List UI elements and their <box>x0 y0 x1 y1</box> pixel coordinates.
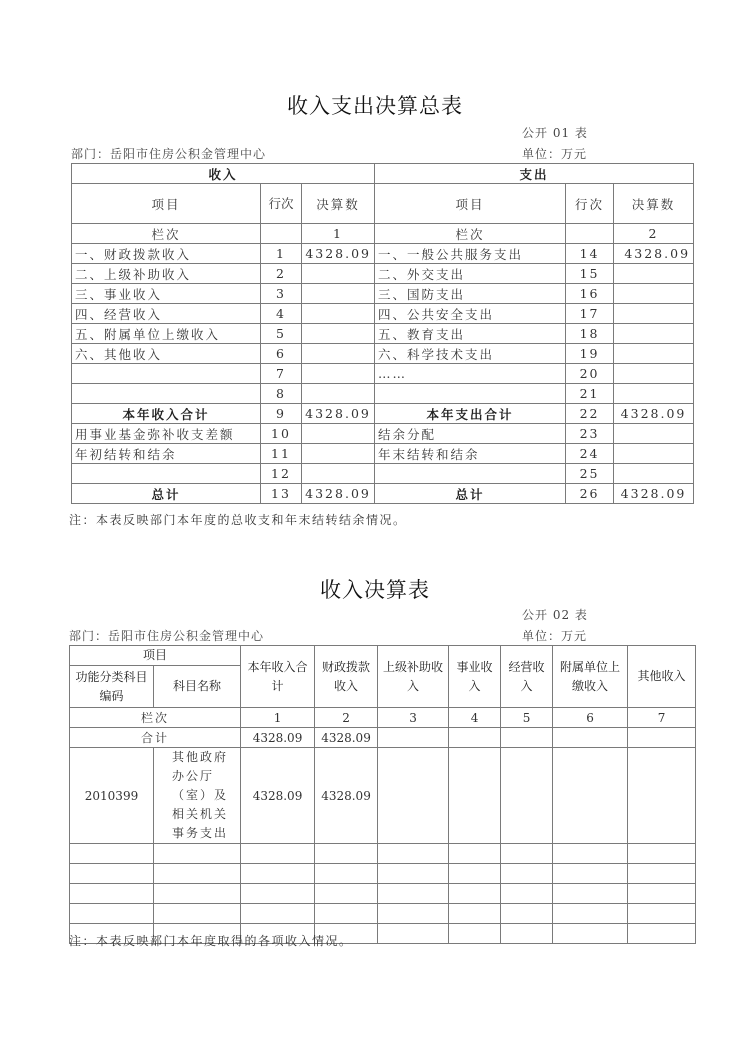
empty-cell <box>449 844 501 864</box>
empty-cell <box>566 224 614 244</box>
table-row <box>72 364 694 384</box>
expense-amount <box>614 384 694 404</box>
income-item-header: 项目 <box>72 184 261 224</box>
income-item: 五、附属单位上缴收入 <box>72 324 261 344</box>
column-index: 1 <box>241 708 315 728</box>
income-expense-summary-table <box>71 163 694 504</box>
income-line-header: 行次 <box>261 184 302 224</box>
income-line: 12 <box>261 464 302 484</box>
income-subtotal-amount: 4328.09 <box>302 404 375 424</box>
income-amount <box>302 364 375 384</box>
expense-item: 年末结转和结余 <box>375 444 566 464</box>
expense-amount <box>614 364 694 384</box>
sum-value: 4328.09 <box>315 728 378 748</box>
expense-amount <box>614 264 694 284</box>
expense-amount <box>614 344 694 364</box>
income-item: 一、财政拨款收入 <box>72 244 261 264</box>
table-row <box>72 344 694 364</box>
table-row <box>72 324 694 344</box>
column-index: 4 <box>449 708 501 728</box>
table2-code: 公开 02 表 <box>522 608 588 622</box>
income-subtotal-line: 9 <box>261 404 302 424</box>
empty-cell <box>449 904 501 924</box>
expense-item: 一、一般公共服务支出 <box>375 244 566 264</box>
total-income-header: 本年收入合计 <box>241 646 315 708</box>
expense-subtotal-label: 本年支出合计 <box>375 404 566 424</box>
expense-line: 19 <box>566 344 614 364</box>
empty-cell <box>70 844 154 864</box>
income-item <box>72 364 261 384</box>
expense-amount: 4328.09 <box>614 244 694 264</box>
income-amount <box>302 384 375 404</box>
empty-cell <box>628 844 696 864</box>
income-total-label: 总计 <box>72 484 261 504</box>
sum-label: 合计 <box>70 728 241 748</box>
expense-line: 21 <box>566 384 614 404</box>
income-line: 11 <box>261 444 302 464</box>
table2-unit: 单位：万元 <box>522 629 588 643</box>
empty-cell <box>241 884 315 904</box>
column-index: 2 <box>315 708 378 728</box>
table2-note: 注：本表反映部门本年度取得的各项收入情况。 <box>69 934 353 948</box>
sum-value <box>501 728 553 748</box>
expense-item: 三、国防支出 <box>375 284 566 304</box>
expense-line-header: 行次 <box>566 184 614 224</box>
expense-amount <box>614 304 694 324</box>
income-amount: 4328.09 <box>302 244 375 264</box>
empty-cell <box>553 884 628 904</box>
empty-cell <box>628 884 696 904</box>
empty-cell <box>315 884 378 904</box>
expense-column-index: 2 <box>614 224 694 244</box>
income-line: 6 <box>261 344 302 364</box>
empty-cell <box>553 904 628 924</box>
income-amount <box>302 464 375 484</box>
column-index: 5 <box>501 708 553 728</box>
empty-cell <box>449 884 501 904</box>
expense-line: 14 <box>566 244 614 264</box>
empty-row <box>70 884 696 904</box>
expense-line: 18 <box>566 324 614 344</box>
column-index-label: 栏次 <box>70 708 241 728</box>
table-row <box>72 264 694 284</box>
sum-value <box>378 728 449 748</box>
affiliated-income-header: 附属单位上缴收入 <box>553 646 628 708</box>
expense-item: …… <box>375 364 566 384</box>
empty-cell <box>378 844 449 864</box>
empty-cell <box>241 844 315 864</box>
empty-row <box>70 864 696 884</box>
expense-item: 四、公共安全支出 <box>375 304 566 324</box>
expense-line: 25 <box>566 464 614 484</box>
expense-item: 结余分配 <box>375 424 566 444</box>
empty-cell <box>553 864 628 884</box>
income-line: 4 <box>261 304 302 324</box>
sum-value <box>628 728 696 748</box>
expense-amount <box>614 444 694 464</box>
empty-cell <box>501 884 553 904</box>
expense-header: 支出 <box>375 164 694 184</box>
function-code: 2010399 <box>70 748 154 844</box>
operating-income-header: 经营收入 <box>501 646 553 708</box>
income-amount <box>302 304 375 324</box>
table-row <box>72 464 694 484</box>
income-amount <box>302 264 375 284</box>
column-index: 3 <box>378 708 449 728</box>
income-amount-header: 决算数 <box>302 184 375 224</box>
empty-cell <box>628 924 696 944</box>
expense-item: 六、科学技术支出 <box>375 344 566 364</box>
income-line: 8 <box>261 384 302 404</box>
income-line: 3 <box>261 284 302 304</box>
subject-name: 其他政府办公厅（室）及相关机关事务支出 <box>154 748 241 844</box>
expense-subtotal-line: 22 <box>566 404 614 424</box>
income-item: 年初结转和结余 <box>72 444 261 464</box>
income-column-index: 1 <box>302 224 375 244</box>
func-code-header: 功能分类科目编码 <box>70 666 154 708</box>
income-value: 4328.09 <box>315 748 378 844</box>
expense-amount <box>614 464 694 484</box>
income-item: 六、其他收入 <box>72 344 261 364</box>
empty-cell <box>70 884 154 904</box>
income-value: 4328.09 <box>241 748 315 844</box>
table1-unit: 单位：万元 <box>522 147 588 161</box>
expense-line: 17 <box>566 304 614 324</box>
empty-cell <box>154 864 241 884</box>
sum-value <box>553 728 628 748</box>
empty-cell <box>315 864 378 884</box>
income-value <box>553 748 628 844</box>
table-row <box>72 424 694 444</box>
empty-row <box>70 844 696 864</box>
table-row <box>72 244 694 264</box>
expense-item <box>375 464 566 484</box>
expense-line: 24 <box>566 444 614 464</box>
empty-cell <box>501 844 553 864</box>
expense-item: 五、教育支出 <box>375 324 566 344</box>
expense-total-amount: 4328.09 <box>614 484 694 504</box>
income-line: 7 <box>261 364 302 384</box>
income-value <box>501 748 553 844</box>
income-item: 三、事业收入 <box>72 284 261 304</box>
income-total-line: 13 <box>261 484 302 504</box>
table-row <box>70 748 696 844</box>
income-value <box>449 748 501 844</box>
income-line: 10 <box>261 424 302 444</box>
empty-cell <box>449 864 501 884</box>
income-item <box>72 464 261 484</box>
income-amount <box>302 344 375 364</box>
empty-cell <box>553 924 628 944</box>
superior-subsidy-header: 上级补助收入 <box>378 646 449 708</box>
expense-total-label: 总计 <box>375 484 566 504</box>
expense-item <box>375 384 566 404</box>
empty-cell <box>378 884 449 904</box>
empty-row <box>70 904 696 924</box>
expense-amount <box>614 284 694 304</box>
income-subtotal-label: 本年收入合计 <box>72 404 261 424</box>
expense-line: 16 <box>566 284 614 304</box>
other-income-header: 其他收入 <box>628 646 696 708</box>
empty-cell <box>449 924 501 944</box>
empty-cell <box>378 904 449 924</box>
income-line: 2 <box>261 264 302 284</box>
empty-cell <box>628 864 696 884</box>
empty-cell <box>70 904 154 924</box>
income-value <box>628 748 696 844</box>
expense-amount-header: 决算数 <box>614 184 694 224</box>
empty-cell <box>315 904 378 924</box>
expense-item-header: 项目 <box>375 184 566 224</box>
table1-code: 公开 01 表 <box>522 126 588 140</box>
expense-column-index-label: 栏次 <box>375 224 566 244</box>
empty-cell <box>378 864 449 884</box>
income-item: 二、上级补助收入 <box>72 264 261 284</box>
empty-cell <box>154 844 241 864</box>
empty-cell <box>378 924 449 944</box>
table-row <box>72 444 694 464</box>
expense-line: 15 <box>566 264 614 284</box>
empty-cell <box>241 864 315 884</box>
income-amount <box>302 324 375 344</box>
expense-total-line: 26 <box>566 484 614 504</box>
empty-cell <box>501 924 553 944</box>
table1-note: 注：本表反映部门本年度的总收支和年末结转结余情况。 <box>69 513 407 527</box>
fiscal-header: 财政拨款收入 <box>315 646 378 708</box>
expense-line: 20 <box>566 364 614 384</box>
empty-cell <box>154 904 241 924</box>
empty-cell <box>501 864 553 884</box>
income-value <box>378 748 449 844</box>
expense-line: 23 <box>566 424 614 444</box>
empty-cell <box>553 844 628 864</box>
income-line: 5 <box>261 324 302 344</box>
table2-department: 部门：岳阳市住房公积金管理中心 <box>69 629 265 643</box>
empty-cell <box>154 884 241 904</box>
income-amount <box>302 424 375 444</box>
income-item: 四、经营收入 <box>72 304 261 324</box>
income-amount <box>302 284 375 304</box>
income-column-index-label: 栏次 <box>72 224 261 244</box>
income-line: 1 <box>261 244 302 264</box>
business-income-header: 事业收入 <box>449 646 501 708</box>
sum-value <box>449 728 501 748</box>
income-header: 收入 <box>72 164 375 184</box>
table1-title: 收入支出决算总表 <box>287 94 463 118</box>
income-item: 用事业基金弥补收支差额 <box>72 424 261 444</box>
empty-cell <box>241 904 315 924</box>
table1-department: 部门：岳阳市住房公积金管理中心 <box>71 147 267 161</box>
income-total-amount: 4328.09 <box>302 484 375 504</box>
column-index: 7 <box>628 708 696 728</box>
income-item <box>72 384 261 404</box>
column-index: 6 <box>553 708 628 728</box>
empty-cell <box>501 904 553 924</box>
subject-name-header: 科目名称 <box>154 666 241 708</box>
table2-title: 收入决算表 <box>320 578 430 602</box>
empty-cell <box>315 844 378 864</box>
item-header: 项目 <box>70 646 241 666</box>
expense-amount <box>614 424 694 444</box>
empty-cell <box>628 904 696 924</box>
income-final-accounts-table <box>69 645 696 944</box>
expense-subtotal-amount: 4328.09 <box>614 404 694 424</box>
empty-cell <box>70 864 154 884</box>
table-row <box>72 284 694 304</box>
empty-cell <box>261 224 302 244</box>
table-row <box>72 304 694 324</box>
expense-amount <box>614 324 694 344</box>
sum-value: 4328.09 <box>241 728 315 748</box>
expense-item: 二、外交支出 <box>375 264 566 284</box>
income-amount <box>302 444 375 464</box>
table-row <box>72 384 694 404</box>
